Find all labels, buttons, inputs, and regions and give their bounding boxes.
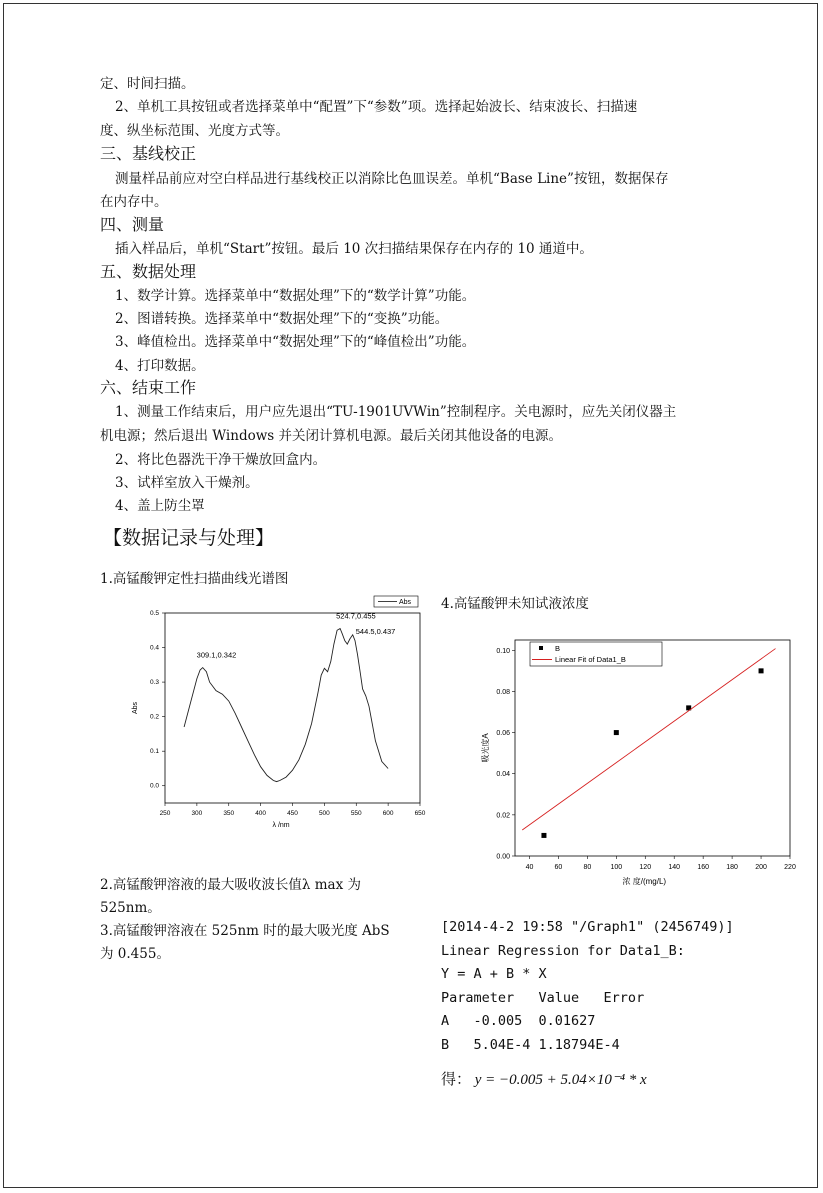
regression-row-a: A -0.005 0.01627 (441, 1013, 596, 1029)
regression-header: [2014-4-2 19:58 "/Graph1" (2456749)] (441, 919, 734, 935)
y-tick-label: 0.00 (496, 853, 510, 861)
chart2-caption: 4.高锰酸钾未知试液浓度 (441, 596, 589, 612)
regression-title: Linear Regression for Data1_B: (441, 943, 685, 959)
x-tick-label: 140 (668, 864, 681, 871)
text-line: 1、数学计算。选择菜单中“数据处理”下的“数学计算”功能。 (115, 288, 476, 304)
text-line: 4、盖上防尘罩 (115, 498, 205, 514)
section-heading: 三、基线校正 (100, 144, 197, 163)
calibration-chart (470, 632, 805, 894)
data-point (614, 730, 619, 735)
x-axis-label: 浓 度/(mg/L) (622, 877, 667, 886)
formula-prefix: 得： (441, 1072, 472, 1088)
plot-frame (165, 613, 420, 803)
x-tick-label: 80 (583, 864, 592, 871)
x-tick-label: 650 (414, 810, 426, 817)
x-tick-label: 100 (610, 864, 623, 871)
x-tick-label: 40 (525, 864, 534, 871)
text-line: 2、将比色器洗干净干燥放回盒内。 (115, 452, 327, 468)
x-tick-label: 160 (697, 864, 710, 871)
y-tick-label: 0.1 (149, 748, 159, 756)
text-line: 4、打印数据。 (115, 358, 205, 374)
x-axis-label: λ /nm (272, 822, 290, 829)
x-tick-label: 300 (191, 810, 203, 817)
result-line: 3.高锰酸钾溶液在 525nm 时的最大吸光度 AbS (100, 923, 390, 939)
legend-label-b: B (555, 644, 561, 653)
text-line: 2、图谱转换。选择菜单中“数据处理”下的“变换”功能。 (115, 311, 449, 327)
data-point (759, 668, 764, 673)
x-tick-label: 350 (223, 810, 235, 817)
y-axis-label: Abs (132, 701, 139, 715)
y-axis-label: 吸光度A (481, 733, 490, 763)
y-tick-label: 0.4 (149, 644, 159, 652)
x-tick-label: 200 (755, 864, 767, 871)
chart1-caption: 1.高锰酸钾定性扫描曲线光谱图 (100, 571, 289, 587)
plot-frame (515, 640, 790, 856)
spectrum-chart (120, 588, 435, 840)
peak-annotation: 524.7,0.455 (336, 611, 376, 621)
result-line: 2.高锰酸钾溶液的最大吸收波长值λ max 为 (100, 877, 361, 893)
regression-model: Y = A + B * X (441, 966, 547, 982)
x-tick-label: 120 (639, 864, 652, 871)
text-line: 1、测量工作结束后，用户应先退出“TU-1901UVWin”控制程序。关电源时，应先关闭仪器主 (115, 404, 677, 420)
text-line: 在内存中。 (100, 194, 168, 210)
legend-marker-b (539, 646, 543, 650)
result-line: 525nm。 (100, 900, 161, 916)
y-tick-label: 0.5 (149, 610, 159, 617)
regression-formula (441, 1068, 647, 1089)
x-tick-label: 180 (726, 864, 738, 871)
result-line: 为 0.455。 (100, 946, 170, 962)
section-heading: 五、数据处理 (100, 262, 197, 281)
y-tick-label: 0.08 (496, 688, 510, 696)
text-line: 3、峰值检出。选择菜单中“数据处理”下的“峰值检出”功能。 (115, 334, 476, 350)
x-tick-label: 220 (784, 864, 796, 871)
text-line: 测量样品前应对空白样品进行基线校正以消除比色皿误差。单机“Base Line”按钮，数据保存 (115, 171, 669, 187)
x-tick-label: 60 (554, 864, 563, 871)
regression-columns: Parameter Value Error (441, 990, 645, 1006)
legend-label-fit: Linear Fit of Data1_B (555, 655, 626, 664)
text-line: 定、时间扫描。 (100, 76, 195, 92)
peak-annotation: 309.1,0.342 (196, 650, 237, 660)
y-tick-label: 0.3 (149, 679, 159, 687)
y-tick-label: 0.02 (496, 812, 510, 820)
x-tick-label: 550 (350, 810, 362, 817)
text-line: 2、单机工具按钮或者选择菜单中“配置”下“参数”项。选择起始波长、结束波长、扫描速 (115, 99, 638, 115)
section-heading: 六、结束工作 (100, 378, 197, 397)
y-tick-label: 0.0 (149, 782, 159, 790)
y-tick-label: 0.06 (496, 730, 510, 738)
x-tick-label: 400 (255, 810, 267, 817)
text-line: 3、试样室放入干燥剂。 (115, 475, 259, 491)
data-point (541, 833, 546, 838)
y-tick-label: 0.10 (496, 647, 510, 655)
text-line: 机电源；然后退出 Windows 并关闭计算机电源。最后关闭其他设备的电源。 (100, 428, 562, 444)
text-line: 插入样品后，单机“Start”按钮。最后 10 次扫描结果保存在内存的 10 通道中。 (115, 241, 593, 257)
data-section-heading: 【数据记录与处理】 (103, 527, 275, 549)
text-line: 度、纵坐标范围、光度方式等。 (100, 123, 289, 139)
linear-fit-line (522, 649, 775, 830)
formula-equation: y = −0.005 + 5.04×10⁻⁴ * x (474, 1072, 647, 1088)
x-tick-label: 450 (287, 810, 298, 817)
y-tick-label: 0.2 (149, 713, 159, 721)
x-tick-label: 250 (159, 810, 171, 817)
peak-annotation: 544.5,0.437 (355, 626, 396, 636)
legend-label: Abs (399, 599, 412, 606)
x-tick-label: 600 (382, 810, 394, 817)
y-tick-label: 0.04 (496, 771, 510, 779)
section-heading: 四、测量 (100, 215, 165, 234)
x-tick-label: 500 (318, 810, 330, 817)
regression-row-b: B 5.04E-4 1.18794E-4 (441, 1037, 620, 1053)
